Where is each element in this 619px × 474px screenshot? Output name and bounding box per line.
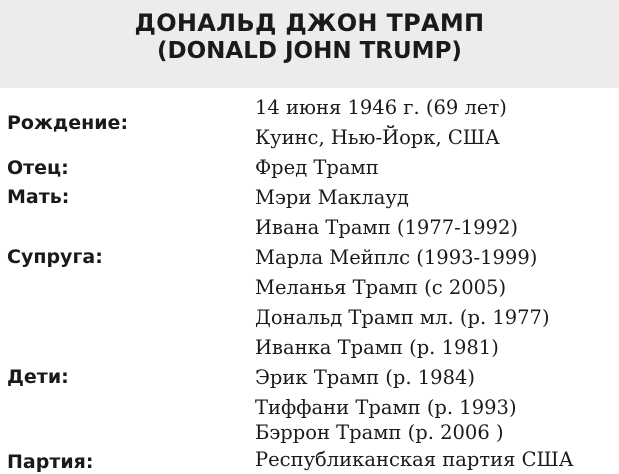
value-spouse-2: Марла Мейплс (1993-1999) (255, 246, 538, 269)
value-child-5: Бэррон Трамп (р. 2006 ) (255, 421, 504, 444)
value-mother: Мэри Маклауд (255, 186, 409, 209)
title-english: (DONALD JOHN TRUMP) (157, 38, 462, 64)
value-birth-place: Куинс, Нью-Йорк, США (255, 126, 500, 149)
label-spouse: Супруга: (7, 246, 103, 268)
value-child-4: Тиффани Трамп (р. 1993) (255, 396, 517, 419)
label-party: Партия: (7, 451, 94, 473)
title-russian: ДОНАЛЬД ДЖОН ТРАМП (134, 9, 485, 37)
value-birth-date: 14 июня 1946 г. (69 лет) (255, 96, 507, 119)
label-birth: Рождение: (7, 112, 129, 134)
value-party: Республиканская партия США (255, 448, 574, 471)
label-mother: Мать: (7, 186, 70, 208)
value-spouse-3: Меланья Трамп (с 2005) (255, 276, 507, 299)
value-child-3: Эрик Трамп (р. 1984) (255, 366, 475, 389)
label-father: Отец: (7, 157, 69, 179)
value-child-1: Дональд Трамп мл. (р. 1977) (255, 306, 550, 329)
value-spouse-1: Ивана Трамп (1977-1992) (255, 216, 518, 239)
title-header (0, 0, 619, 88)
label-children: Дети: (7, 366, 69, 388)
value-father: Фред Трамп (255, 156, 379, 179)
value-child-2: Иванка Трамп (р. 1981) (255, 336, 499, 359)
